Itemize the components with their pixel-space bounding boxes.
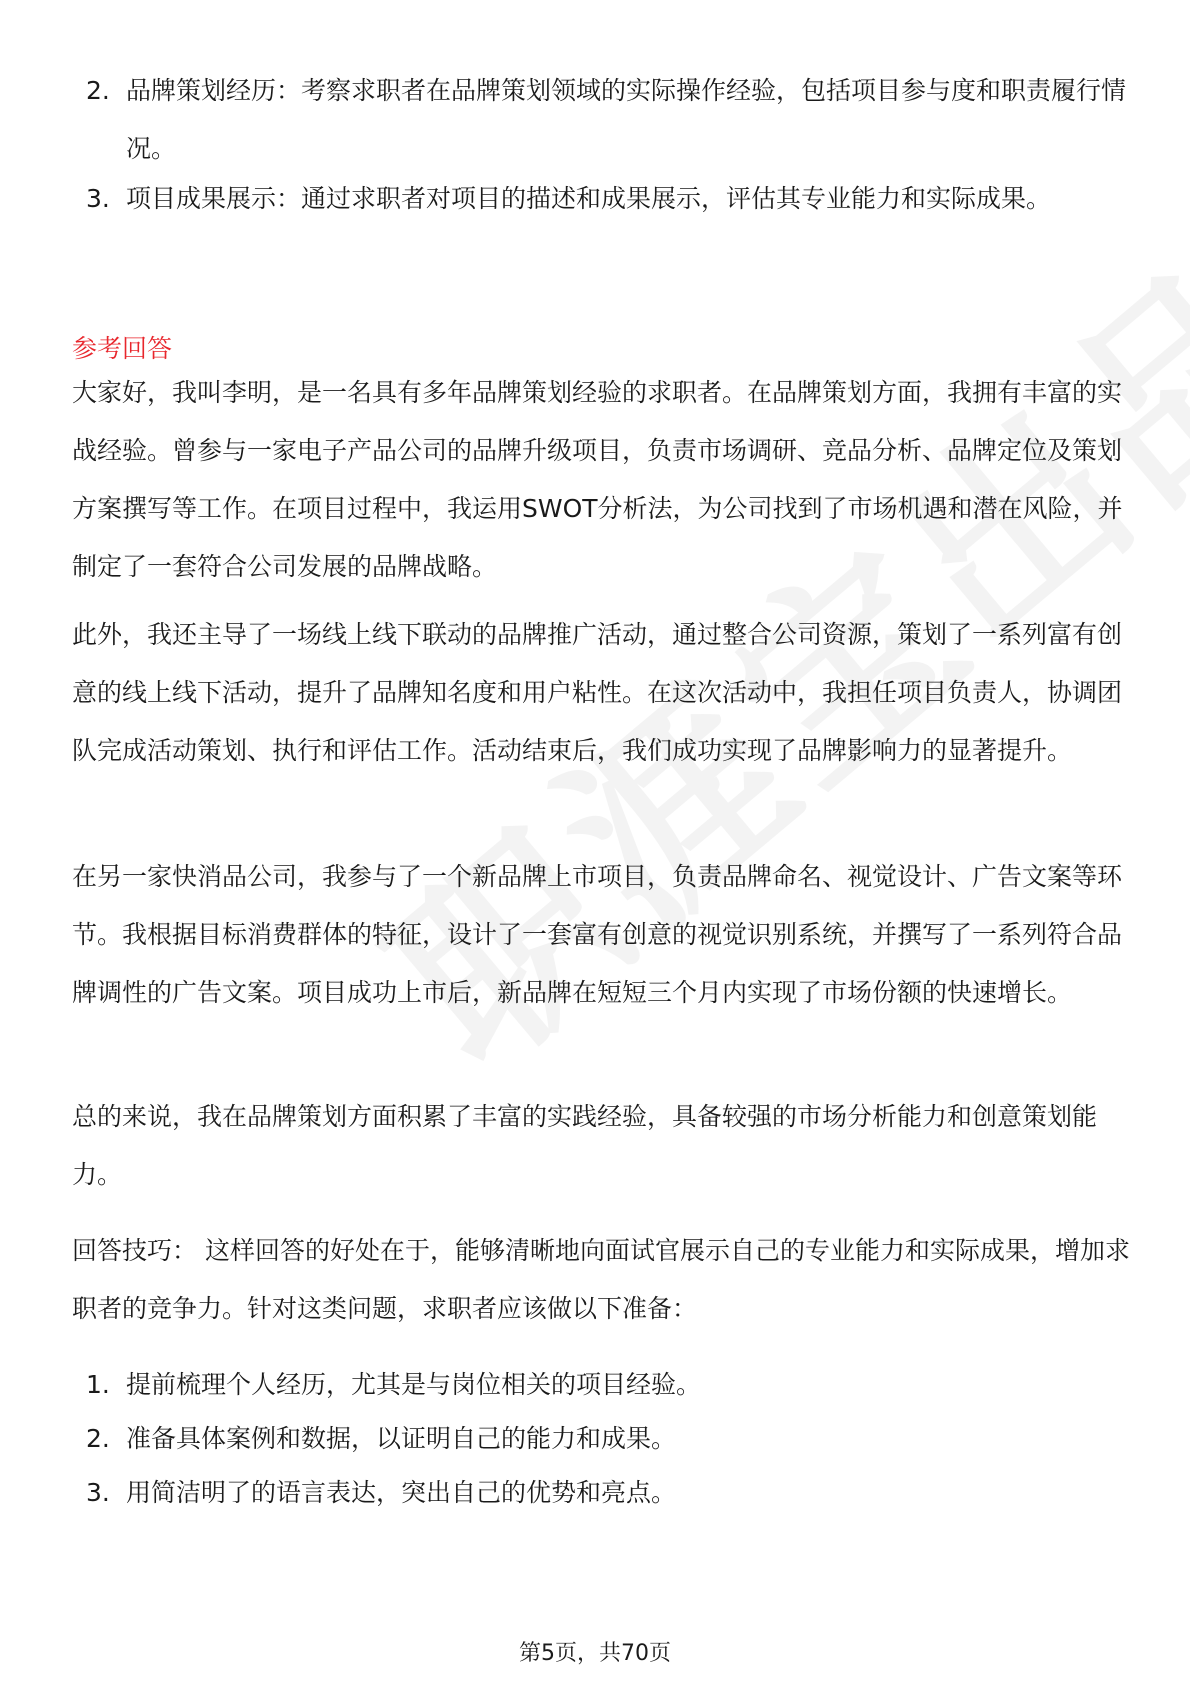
list-item-number: 3. bbox=[86, 1478, 110, 1507]
paragraph: 此外，我还主导了一场线上线下联动的品牌推广活动，通过整合公司资源，策划了一系列富有创意的线上线下活动，提升了品牌知名度和用户粘性。在这次活动中，我担任项目负责人，协调团队完成活动策划、执行和评估工作。活动结束后，我们成功实现了品牌影响力的显著提升。 bbox=[72, 620, 1123, 765]
list-item-number: 2. bbox=[86, 76, 110, 105]
list-item-text: 品牌策划经历：考察求职者在品牌策划领域的实际操作经验，包括项目参与度和职责履行情况。 bbox=[126, 76, 1127, 163]
paragraph: 大家好，我叫李明，是一名具有多年品牌策划经验的求职者。在品牌策划方面，我拥有丰富的实战经验。曾参与一家电子产品公司的品牌升级项目，负责市场调研、竞品分析、品牌定位及策划方案撰写等工作。在项目过程中，我运用SWOT分析法，为公司找到了市场机遇和潜在风险，并制定了一套符合公司发展的品牌战略。 bbox=[72, 378, 1123, 581]
list-item-text: 项目成果展示：通过求职者对项目的描述和成果展示，评估其专业能力和实际成果。 bbox=[126, 184, 1052, 213]
list-item-number: 2. bbox=[86, 1424, 110, 1453]
list-item-text: 用简洁明了的语言表达，突出自己的优势和亮点。 bbox=[126, 1478, 677, 1507]
section-heading: 参考回答 bbox=[72, 334, 173, 363]
page-number-footer: 第5页，共70页 bbox=[519, 1641, 671, 1666]
list-item-text: 提前梳理个人经历，尤其是与岗位相关的项目经验。 bbox=[126, 1370, 702, 1399]
list-item-number: 3. bbox=[86, 184, 110, 213]
paragraph: 在另一家快消品公司，我参与了一个新品牌上市项目，负责品牌命名、视觉设计、广告文案等环节。我根据目标消费群体的特征，设计了一套富有创意的视觉识别系统，并撰写了一系列符合品牌调性的广告文案。项目成功上市后，新品牌在短短三个月内实现了市场份额的快速增长。 bbox=[72, 862, 1123, 1007]
paragraph: 回答技巧： 这样回答的好处在于，能够清晰地向面试官展示自己的专业能力和实际成果，增加求职者的竞争力。针对这类问题，求职者应该做以下准备： bbox=[72, 1236, 1130, 1323]
list-item-number: 1. bbox=[86, 1370, 110, 1399]
list-item-text: 准备具体案例和数据，以证明自己的能力和成果。 bbox=[126, 1424, 677, 1453]
paragraph: 总的来说，我在品牌策划方面积累了丰富的实践经验，具备较强的市场分析能力和创意策划能力。 bbox=[72, 1102, 1098, 1189]
